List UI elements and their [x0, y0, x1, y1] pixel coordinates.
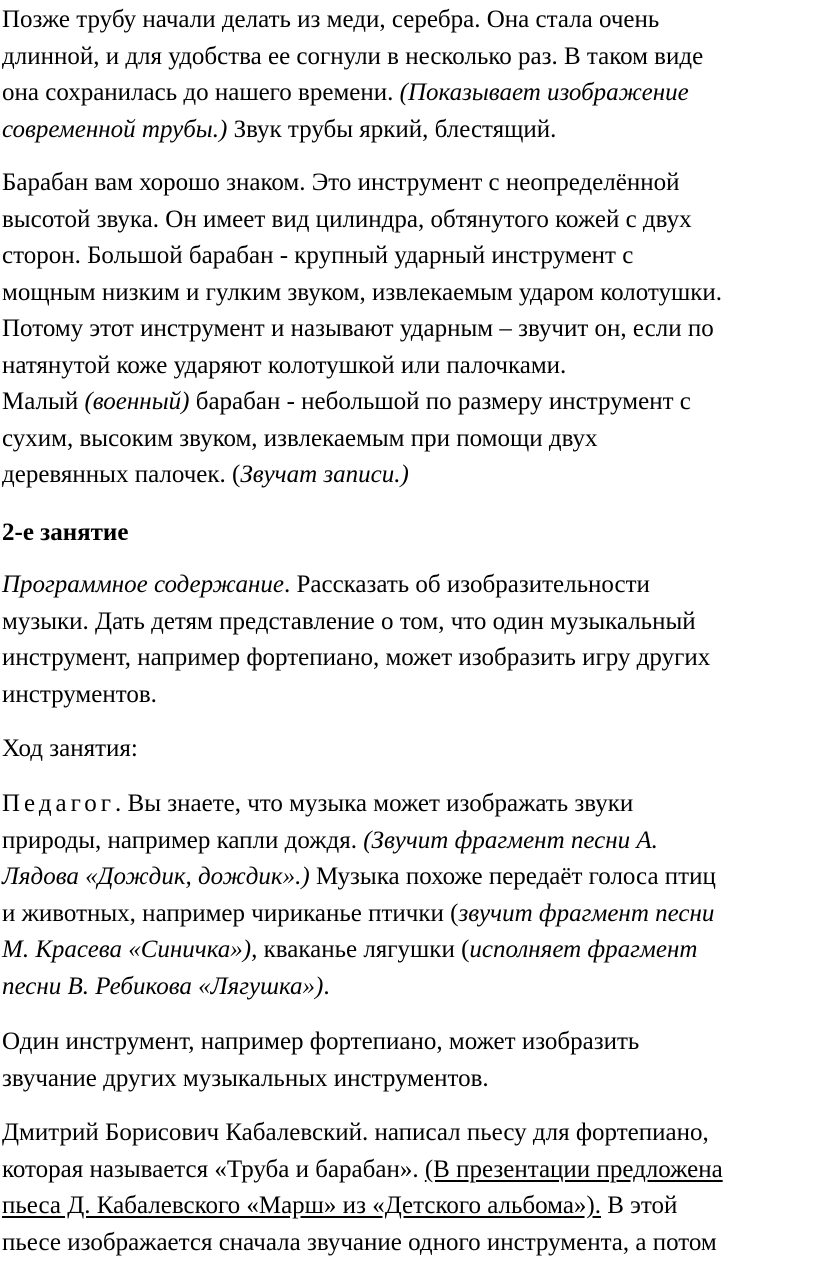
text-run: она сохранилась до нашего времени. [2, 79, 400, 106]
text-line: сухим, высоким звуком, извлекаемым при помощи двух [2, 424, 598, 452]
text-run: . Рассказать об изобразительности [283, 571, 650, 598]
text-run: . Вы знаете, что музыка может изображать звуки [115, 790, 634, 817]
text-line: натянутой коже ударяют колотушкой или палочками. [2, 351, 567, 379]
text-line [2, 932, 814, 969]
text-line: Позже трубу начали делать из меди, серебра. Она стала очень [2, 6, 660, 33]
text-run: Малый [2, 388, 85, 415]
paragraph-program-content [2, 567, 814, 713]
presentation-note: пьеса Д. Кабалевского «Марш» из «Детского альбома»). [2, 1192, 601, 1219]
text-line: Потому этот инструмент и называют ударным – звучит он, если по [2, 315, 714, 342]
text-line [2, 384, 814, 421]
text-run: которая называется «Труба и барабан». [2, 1155, 425, 1183]
term-label: Программное содержание [2, 571, 284, 598]
paragraph-lesson-course [2, 731, 814, 768]
stage-direction: (Звучит фрагмент песни А. [363, 826, 658, 854]
stage-direction: современной трубы.) [2, 115, 228, 143]
text-line: Один инструмент, например фортепиано, может изобразить [2, 1028, 640, 1055]
text-line: звучание других музыкальных инструментов. [2, 1064, 489, 1092]
stage-direction: Звучат записи.) [240, 461, 409, 488]
stage-direction: М. Красева «Синичка»), [2, 936, 258, 963]
stage-direction: (Показывает изображение [399, 79, 689, 106]
text-line [2, 1188, 814, 1225]
paragraph-drum [2, 165, 814, 494]
text-line: инструментов. [2, 680, 157, 708]
stage-direction: исполняет фрагмент [469, 936, 698, 963]
text-line [2, 457, 814, 494]
text-line [2, 896, 814, 933]
text-line: высотой звука. Он имеет вид цилиндра, обтянутого кожей с двух [2, 205, 692, 233]
text-run: . [323, 972, 330, 1000]
speaker-label: Педагог [2, 790, 116, 817]
text-line [2, 786, 814, 823]
text-run: барабан - небольшой по размеру инструмент с [189, 388, 691, 415]
text-run: и животных, например чириканье птички ( [2, 899, 459, 927]
text-line: пьесе изображается сначала звучание одного инструмента, а потом [2, 1228, 717, 1256]
text-line [2, 823, 814, 860]
text-run: Звук трубы яркий, блестящий. [227, 115, 557, 143]
text-line [2, 969, 814, 1006]
section-heading [2, 515, 814, 552]
paragraph-piano-imitation [2, 1024, 814, 1097]
text-line [2, 112, 814, 149]
text-line [2, 859, 814, 896]
text-line: Ход занятия: [2, 735, 138, 762]
stage-direction: песни В. Ребикова «Лягушка») [2, 972, 324, 1000]
paragraph-teacher-speech [2, 786, 814, 1005]
text-line [2, 75, 814, 112]
stage-direction: звучит фрагмент песни [458, 899, 715, 927]
text-line: Дмитрий Борисович Кабалевский. написал пьесу для фортепиано, [2, 1119, 709, 1146]
text-run: В этой [601, 1192, 678, 1219]
text-run: Музыка похоже передаёт голоса птиц [309, 863, 716, 890]
paragraph-kabalevsky [2, 1115, 814, 1261]
text-run: кваканье лягушки ( [257, 936, 470, 963]
text-line: сторон. Большой барабан - крупный ударный инструмент с [2, 242, 634, 269]
text-line [2, 567, 814, 604]
text-line [2, 1152, 814, 1189]
text-line: мощным низким и гулким звуком, извлекаемым ударом колотушки. [2, 278, 723, 306]
heading-text: 2-е занятие [2, 519, 129, 546]
presentation-note: (В презентации предложена [424, 1155, 723, 1183]
text-line: длинной, и для удобства ее согнули в несколько раз. В таком виде [2, 42, 704, 70]
text-run: природы, например капли дождя. [2, 826, 364, 854]
text-line: инструмент, например фортепиано, может изобразить игру других [2, 644, 711, 671]
text-line: музыки. Дать детям представление о том, что один музыкальный [2, 607, 696, 635]
text-line: Барабан вам хорошо знаком. Это инструмент с неопределённой [2, 169, 680, 196]
paragraph-trumpet-history [2, 2, 814, 148]
text-run: деревянных палочек. ( [2, 461, 241, 488]
stage-direction: (военный) [84, 388, 190, 415]
stage-direction: Лядова «Дождик, дождик».) [2, 863, 310, 890]
